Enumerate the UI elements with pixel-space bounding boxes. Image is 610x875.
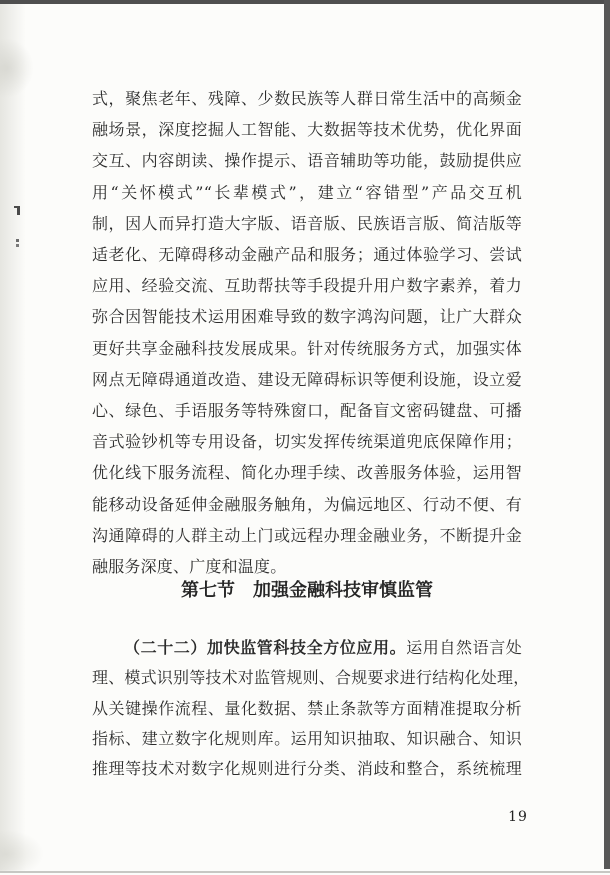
item-number-title: （二十二）加快监管科技全方位应用。: [124, 638, 407, 657]
body-text-line: 从关键操作流程、量化数据、禁止条款等方面精准提取分析: [92, 698, 522, 718]
body-text-line: 更好共享金融科技发展成果。针对传统服务方式，加强实体: [92, 338, 522, 358]
scan-artifact-mark: [16, 239, 19, 242]
body-text-line: 融服务深度、广度和温度。: [92, 557, 287, 577]
body-text-line: 理、模式识别等技术对监管规则、合规要求进行结构化处理，: [92, 668, 530, 688]
body-text-line: 指标、建立数字化规则库。运用知识抽取、知识融合、知识: [92, 728, 522, 748]
body-text-line: 应用、经验交流、互助帮扶等手段提升用户数字素养，着力: [92, 276, 522, 296]
body-text-line: 制，因人而异打造大字版、语音版、民族语言版、简洁版等: [92, 213, 522, 233]
body-text-line: 音式验钞机等专用设备，切实发挥传统渠道兜底保障作用；: [92, 432, 522, 452]
body-text-line: 融场景，深度挖掘人工智能、大数据等技术优势，优化界面: [92, 120, 522, 140]
scan-edge-right: [604, 0, 610, 869]
body-text-line: 优化线下服务流程、简化办理手续、改善服务体验，运用智: [92, 463, 522, 483]
body-text-line: 式，聚焦老年、残障、少数民族等人群日常生活中的高频金: [92, 89, 522, 108]
scan-blotch-top-left: [0, 38, 34, 98]
body-text-line: 推理等技术对数字化规则进行分类、消歧和整合，系统梳理: [92, 759, 522, 779]
page-number: 19: [508, 809, 528, 825]
scan-edge-bottom: [0, 871, 610, 873]
body-text-line: 沟通障碍的人群主动上门或远程办理金融业务，不断提升金: [92, 525, 522, 545]
section-heading: 第七节 加强金融科技审慎监管: [181, 580, 433, 601]
body-text-line: 用“关怀模式”“长辈模式”，建立“容错型”产品交互机: [92, 182, 522, 202]
body-text-line: 弥合因智能技术运用困难导致的数字鸿沟问题，让广大群众: [92, 307, 522, 327]
scan-blotch-bottom-left: [0, 830, 44, 870]
scan-artifact-mark: [17, 206, 20, 215]
body-text-line: 心、绿色、手语服务等特殊窗口，配备盲文密码键盘、可播: [92, 401, 522, 421]
body-text-line: 适老化、无障碍移动金融产品和服务；通过体验学习、尝试: [92, 245, 522, 265]
scan-edge-top: [0, 0, 610, 4]
body-text-line: 交互、内容朗读、操作提示、语音辅助等功能，鼓励提供应: [92, 151, 522, 171]
body-text-segment: 运用自然语言处: [406, 638, 523, 657]
body-text-line: 能移动设备延伸金融服务触角，为偏远地区、行动不便、有: [92, 494, 522, 514]
body-text-line: [92, 633, 522, 663]
scan-left-shadow: [0, 4, 26, 871]
paragraph-item-22: [92, 633, 530, 784]
body-text-line: 网点无障碍通道改造、建设无障碍标识等便利设施，设立爱: [92, 369, 522, 389]
paragraph-continuation: [92, 83, 522, 582]
